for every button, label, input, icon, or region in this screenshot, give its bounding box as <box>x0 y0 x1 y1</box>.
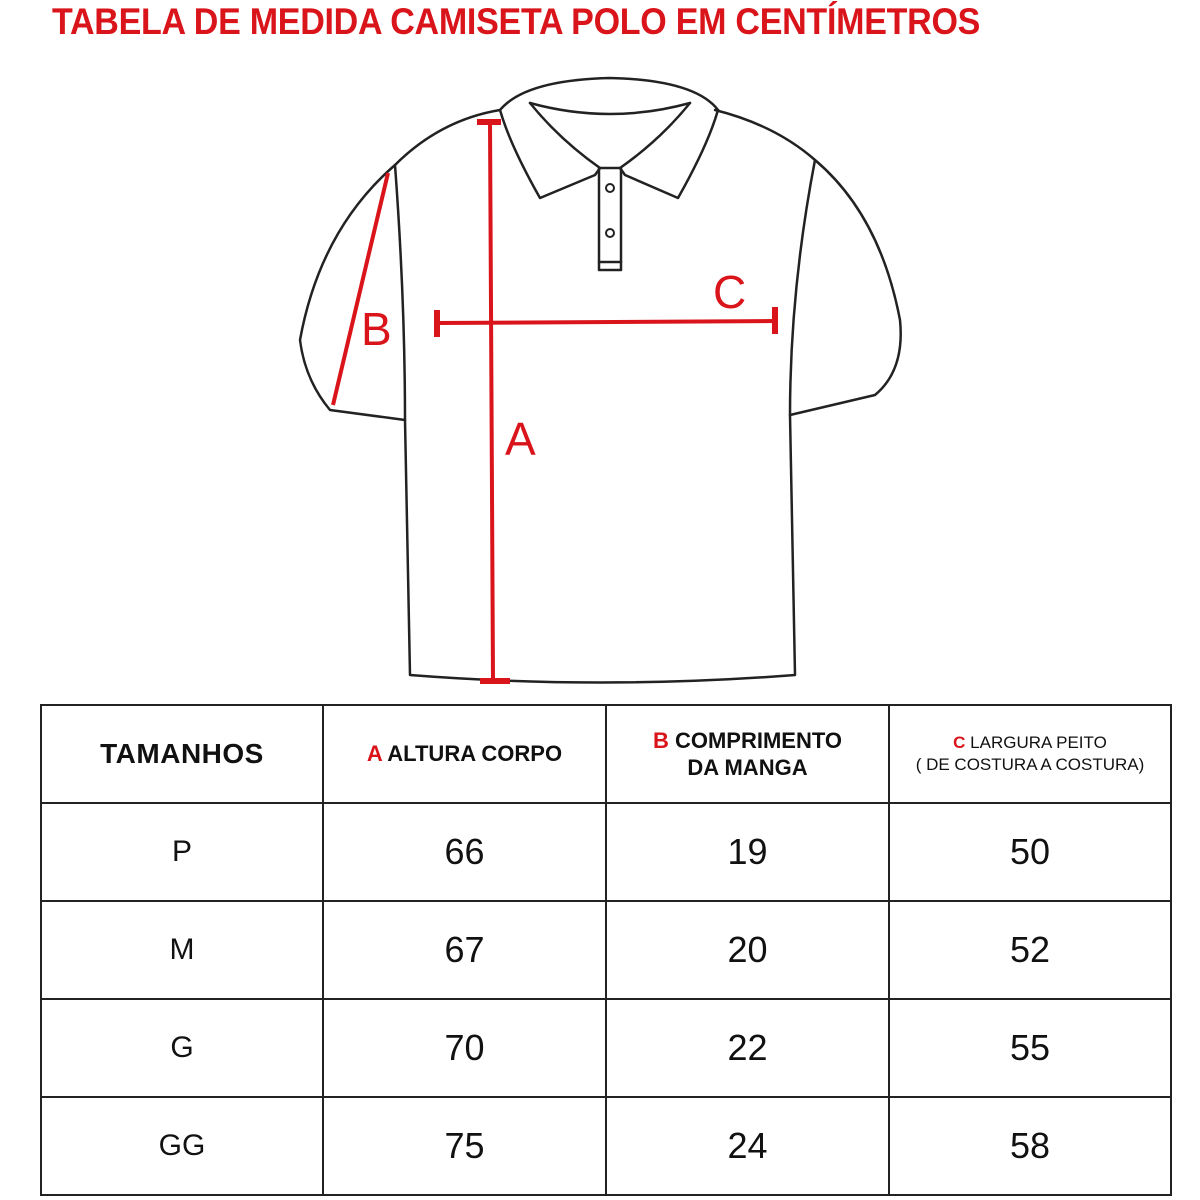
header-b-letter: B <box>652 728 669 753</box>
cell-size: G <box>41 999 323 1097</box>
header-b-label-1: COMPRIMENTO <box>674 728 843 753</box>
header-c <box>889 705 1171 803</box>
table-row <box>41 803 1171 901</box>
collar-right-flap <box>620 110 718 198</box>
header-c-label-2: ( DE COSTURA A COSTURA) <box>915 755 1145 774</box>
collar-back <box>530 103 690 114</box>
header-b-label-2: DA MANGA <box>687 755 808 780</box>
cell-size: GG <box>41 1097 323 1195</box>
header-c-label-1: LARGURA PEITO <box>970 733 1107 752</box>
header-a-label: ALTURA CORPO <box>387 741 563 766</box>
label-c: C <box>713 266 747 318</box>
cell-a: 70 <box>323 999 606 1097</box>
cell-c: 50 <box>889 803 1171 901</box>
cell-b: 19 <box>606 803 889 901</box>
cell-c: 58 <box>889 1097 1171 1195</box>
button-bottom <box>606 229 614 237</box>
right-armhole-seam <box>790 160 815 415</box>
left-armhole-seam <box>395 165 405 420</box>
measure-a-line <box>490 122 493 681</box>
table-row <box>41 1097 1171 1195</box>
cell-b: 24 <box>606 1097 889 1195</box>
shirt-outline <box>300 110 901 683</box>
table-row <box>41 999 1171 1097</box>
table-row <box>41 901 1171 999</box>
measure-c-line <box>437 321 775 323</box>
cell-c: 55 <box>889 999 1171 1097</box>
header-sizes: TAMANHOS <box>41 705 323 803</box>
header-b <box>606 705 889 803</box>
page-title: TABELA DE MEDIDA CAMISETA POLO EM CENTÍMETROS <box>52 1 981 42</box>
cell-size: P <box>41 803 323 901</box>
cell-size: M <box>41 901 323 999</box>
cell-a: 66 <box>323 803 606 901</box>
collar-left-flap <box>500 110 600 198</box>
header-a <box>323 705 606 803</box>
cell-c: 52 <box>889 901 1171 999</box>
header-c-letter: C <box>953 733 966 752</box>
cell-b: 20 <box>606 901 889 999</box>
cell-a: 67 <box>323 901 606 999</box>
table-header-row <box>41 705 1171 803</box>
measure-b-line <box>333 173 388 405</box>
cell-b: 22 <box>606 999 889 1097</box>
button-top <box>606 184 614 192</box>
header-a-letter: A <box>366 741 382 766</box>
size-table <box>40 704 1172 1196</box>
label-b: B <box>361 303 392 355</box>
label-a: A <box>505 413 536 465</box>
cell-a: 75 <box>323 1097 606 1195</box>
